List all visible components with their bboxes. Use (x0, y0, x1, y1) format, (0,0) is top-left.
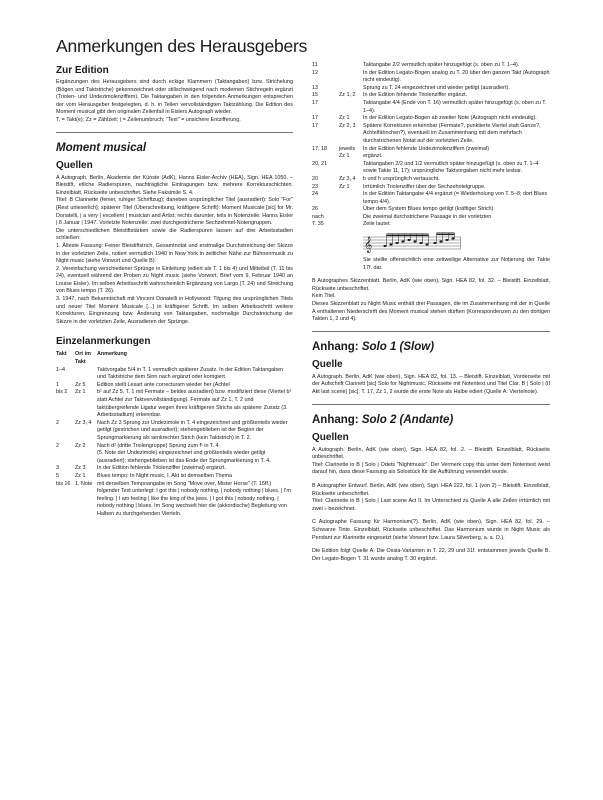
source-paragraph: 3. 1947, nach Bekanntschaft mit Vincent Donatelli in Hollywood: Tilgung des ursprünglichen Titels und neuer Titel Moment Musicale [...] in kräftigerer Schrift. Im selben Arbeitsschritt weitere Korrekturen, Eingrenzung bzw. Änderung von Taktangaben, nochmalige Durchstreichung der Skizze in der vorletzten Zeile, Ausradieren der Sprünge. (56, 296, 293, 325)
cell-ort: Zz 2, 3 (339, 122, 356, 129)
cell-ort: Zz 3, 4 (75, 419, 92, 426)
cell-ort (339, 70, 363, 85)
cell-ort: Zz 1 (339, 115, 350, 122)
cell-ort: 1. Note (75, 480, 93, 487)
cell-ort: Zz 3, 4 (339, 175, 356, 182)
cell-anmerkung: b¹ auf Zz 5, T. 1 mit Fermate – beides ausradiert) bzw. modifiziert diese (Viertel b¹ statt Achtel zur Taktvervollständigung). Fermate auf Zz 1, T. 2 und taktübergreifende Ligatur wegen ihres kräftigeren Strichs als späterer Zusatz (3. Arbeitsstadium) erkennbar. (97, 389, 292, 419)
solo2-source-paragraph: A Autograph. Berlin, AdK (wie oben), Sign. HEA 82, fol. 2. – Bleistift. Einzelblatt, Rückseite unbeschriftet. (312, 446, 550, 461)
section-heading-edition: Zur Edition (56, 65, 109, 76)
cell-takt: 23 (312, 183, 318, 190)
table-row (56, 382, 293, 390)
solo2-source-paragraph: Titel: Clarinette in B | Solo | Odets "Nightmusic". Der Vermerk copy this unter dem Notentext weist darauf hin, dass diese Fassung als Solostück für die Aufführung verwendet wurde. (312, 461, 550, 476)
cell-anmerkung: Nach d² (dritte Triolengruppe) Sprung zum f¹ in T. 4 (97, 442, 219, 449)
music-caption: Sie stellte offensichtlich eine zeitweilige Alternative zur Notierung der Takte 17f. dar. (363, 257, 550, 271)
cell-anmerkung: In der Edition Legato-Bogen analog zu T. 20 über den ganzen Takt (Autograph nicht eindeutig). (363, 69, 550, 84)
heading-prefix: Anhang: (312, 340, 362, 353)
cell-ort (339, 100, 363, 115)
source-paragraph: A Autograph. Berlin, Akademie der Künste (AdK), Hanns Eisler-Archiv (HEA), Sign. HEA 1050. – Bleistift, etliche Radierspuren, nachträgliche Eintragungen bzw. mehrere Korrekturschichten. Einzelblatt, Rückseite unbeschriftet. Siehe Faksimile S. 4. (56, 174, 293, 196)
divider (312, 331, 550, 332)
cell-ort (339, 214, 363, 222)
table-row (56, 473, 293, 481)
piece-heading-solo1 (312, 341, 550, 353)
heading-prefix: Anhang: (312, 413, 362, 426)
piece-heading-moment-musical: Moment musical (56, 141, 147, 154)
cell-takt: bis 2 (56, 389, 68, 396)
cell-ort (75, 450, 97, 465)
cell-takt: 13 (312, 84, 318, 91)
source-paragraph: Die unterschiedlichen Bleistiftstärken sowie die Radierspuren lassen auf drei Arbeitsstadien schließen: (56, 227, 293, 242)
svg-text:𝄞: 𝄞 (364, 237, 373, 254)
cell-takt (312, 153, 339, 161)
cell-ort (339, 62, 363, 70)
divider (56, 132, 293, 133)
table-row (56, 389, 293, 419)
solo2-source-paragraph: Die Edition folgt Quelle A. Die Ossia-Varianten in T. 22, 29 und 31f. entstammen jeweils Quelle B. Der Legato-Bogen T. 31 wurde analog T. 30 ergänzt. (312, 548, 550, 562)
heading-title: Solo 1 (Slow) (361, 340, 435, 353)
page-title: Anmerkungen des Herausgebers (56, 36, 308, 56)
solo2-source-paragraph: C Autographe Fassung für Harmonium(?). Berlin, AdK (wie oben), Sign. HEA 82, fol. 29. – Schwarze Tinte. Einzelblatt, Rückseite unbeschriftet. Das Harmonium wurde in Night Music als Pendant zur Klarinette eingesetzt (siehe Vorwort bzw. Laura Silverberg, a. a. O.). (312, 519, 550, 541)
table-row (56, 481, 293, 519)
cell-takt: 20, 21 (312, 160, 327, 167)
column-header: Ort im Takt (75, 351, 91, 366)
cell-takt: bis 16 (56, 480, 71, 487)
table-row (56, 465, 293, 473)
cell-anmerkung: Taktvorgabe 5/4 in T. 1 vermutlich späterer Zusatz. In der Edition Taktangaben und Taktstriche dem Sinn nach ergänzt oder korrigiert. (97, 366, 284, 381)
table-row (312, 115, 550, 123)
cell-anmerkung: Die zweimal durchstrichene Passage in der vorletzten (363, 213, 492, 220)
table-row (312, 206, 550, 214)
cell-takt: 1 (56, 381, 59, 388)
cell-anmerkung: Edition stellt Lesart ante correcturam wieder her (Achtel (97, 381, 230, 388)
table-row (312, 100, 550, 115)
cell-ort: Zz 2 (75, 442, 86, 449)
cell-anmerkung: Nach Zz 3 Sprung zur Undezimole in T. 4 eingezeichnet und größtenteils wieder getilgt (gestrichen und ausradiert); stehengeblieben ist der Beginn der Sprungmarkierung als senkrechter Strich (kein Taktstrich) in T. 2. (97, 419, 288, 441)
cell-anmerkung: Blues tempo: In Night music, I. Akt ist demselben Thema (97, 472, 233, 479)
cell-anmerkung: (5. Note der Undezimole) eingezeichnet und größtenteils wieder getilgt (ausradiert); stehengeblieben ist das Ende der Sprungmarkierung in T. 4. (97, 450, 271, 464)
divider (312, 404, 550, 405)
cell-ort: Zz 1 (339, 183, 350, 190)
cell-anmerkung: Taktangabe 4/4 (Ende von T. 16) vermutlich später hinzugefügt (s. oben zu T. 1–4). (363, 99, 547, 114)
cell-ort (339, 161, 363, 176)
einzelanmerkungen-heading: Einzelanmerkungen (56, 336, 151, 348)
cell-takt: nach (312, 213, 324, 220)
cell-ort: jeweils (339, 145, 356, 152)
cell-ort: Zz 1 (75, 472, 86, 479)
solo2-source-paragraph: B Autographer Entwurf. Berlin, AdK (wie oben), Sign. HEA 222, fol. 1 (von 2) – Bleistift. Einzelblatt, Rückseite unbeschriftet. (312, 482, 550, 497)
cell-anmerkung: Taktangaben 2/2 und 1/2 vermutlich später hinzugefügt (s. oben zu T. 1–4 sowie Takte 11, 17); ursprüngliche Taktvorgaben nicht mehr lesbar. (363, 160, 539, 175)
cell-takt: 26 (312, 206, 318, 213)
source-b-paragraph: B Autographes Skizzenblatt. Berlin, AdK (wie oben), Sign. HEA 82, fol. 32. – Bleistift. Einzelblatt, Rückseite unbeschriftet. (312, 278, 550, 292)
right-column (312, 62, 550, 563)
cell-takt: 3 (56, 465, 59, 472)
cell-takt: 17 (312, 115, 318, 122)
cell-anmerkung: mit derselben Tempoangabe im Song "Move over, Mister Horse" (T. 15ff.) folgender Text unterlegt: I got this | nobody nothing, | nobody nothing | blues. | I'm feeling. | I am feeling | like the king of the jews. | I got this | nobody nothing, | nobody nothing | blues. Im Song wechselt hier die (akkordische) Begleitung von Halben zu durchgehenden Vierteln. (97, 480, 291, 517)
cell-takt: 17 (312, 99, 318, 106)
cell-ort (75, 367, 97, 382)
table-row (312, 184, 550, 192)
source-paragraph: Titel: B Clarinette (feiner, ruhiger Schriftzug); daneben ursprünglicher Titel (ausradiert): Solo "For" [Rest unleserlich]; späterer Titel (Überschreibung, kräftigere Schrift): Moment Musicale [sic] for Mr. Donatelli, | a very | excellent | musician and Artist; rechts darunter, teils in Notenzeile: Hanns Eisler | 8 Januar | 1947. Vorletzte Notenzeile: zwei durchgestrichene Sechzehntel-Notengruppen. (56, 197, 293, 227)
notes-table (56, 351, 293, 518)
cell-anmerkung: Irrtümlich Triolenziffer über der Sechzehntelgruppe. (363, 183, 486, 190)
table-row (312, 146, 550, 154)
column-header: Anmerkung (97, 351, 127, 358)
cell-takt: 2 (56, 442, 59, 449)
table-row (312, 70, 550, 85)
left-column (56, 36, 308, 519)
cell-ort (339, 221, 363, 229)
cell-anmerkung: b und h ursprünglich vertauscht. (363, 175, 440, 182)
table-row (56, 443, 293, 451)
cell-takt (56, 450, 75, 465)
source-b-paragraph: Dieses Skizzenblatt zu Night Music enthält drei Passagen, die im Zusammenhang mit der in Quelle A enthaltenen Niederschrift des Moment musical stehen dürften (Korrespondenzen zu den dortigen Takten 1, 2 und 4). (312, 301, 550, 323)
table-header-row (56, 351, 293, 366)
source-paragraph: 2. Vereinfachung verschiedener Sprünge in Einleitung (ediert als T. 1 bis 4) und Mittelteil (T. 11 bis 24), eventuell während der Proben zu Night music (siehe Vorwort, Brief vom 9. Februar 1940 an Louise Eisler). Im selben Arbeitsschritt wahrscheinlich Ergänzung von Largo (T. 24) und Streichung von Blues tempo (T. 26). (56, 265, 293, 295)
cell-takt: 2 (56, 419, 59, 426)
music-excerpt (363, 231, 461, 255)
cell-ort (339, 85, 363, 93)
cell-takt: T. 35 (312, 221, 324, 228)
cell-ort (339, 191, 363, 206)
cell-takt: 12 (312, 69, 318, 76)
cell-takt: 17, 18 (312, 145, 327, 152)
table-row (312, 176, 550, 184)
music-staff (363, 231, 461, 255)
table-row (312, 161, 550, 176)
table-row (312, 85, 550, 93)
table-row (312, 153, 550, 161)
table-row (56, 450, 293, 465)
piece-heading-solo2 (312, 414, 550, 426)
quellen-heading: Quellen (312, 431, 349, 443)
edition-legend: T. = Takt(e); Zz = Zählzeit; | = Zeilenumbruch; "Text" = unsichere Entzifferung. (56, 116, 241, 123)
cell-anmerkung: Zeile lautet: (363, 221, 391, 228)
cell-takt: 20 (312, 175, 318, 182)
cell-anmerkung: In der Edition fehlende Triolenziffer ergänzt. (363, 92, 468, 99)
table-row (312, 92, 550, 100)
cell-takt: 24 (312, 191, 318, 198)
cell-anmerkung: Über dem System Blues tempo getilgt (kräftiger Strich). (363, 206, 495, 213)
cell-takt: 17 (312, 122, 318, 129)
edition-text: Ergänzungen des Herausgebers sind durch eckige Klammern (Taktangaben) bzw. Strichelung (Bögen und Taktstriche) gekennzeichnet oder stillschweigend nach modernen Stichregeln ergänzt (Triolen- und Undezimolenziffern). Die Taktangaben in den folgenden Anmerkungen entsprechen der vom Herausgeber festgelegten, d. h. in Teilen vervollständigten Taktzählung. Die Edition des Moment musical gibt den originalen Zeilenfall in Eislers Autograph wieder. (56, 79, 293, 116)
cell-ort: Zz 1 (75, 389, 86, 396)
cell-ort: Zz 3 (75, 465, 86, 472)
source-paragraph: 1. Älteste Fassung: Feiner Bleistiftstrich, Gesamtnotat und erstmalige Durchstreichung der Skizze in der vorletzten Zeile, notiert vermutlich 1940 in New York in zeitlicher Nähe zur Bühnenmusik zu Night music (siehe Vorwort und Quelle B). (56, 242, 293, 265)
solo2-source-paragraph: Titel: Clarinette in B | Solo | Last scene Act II. Im Unterschied zu Quelle A alle Zeilen irrtümlich mit zwei ♭ bezeichnet. (312, 498, 550, 512)
cell-ort: Zz 1, 2 (339, 92, 356, 99)
cell-anmerkung: ergänzt. (363, 153, 383, 160)
source-b-paragraph: Kein Titel. (312, 293, 336, 300)
table-row (312, 62, 550, 70)
table-row (56, 420, 293, 443)
cell-ort (339, 206, 363, 214)
table-row (312, 214, 550, 222)
solo1-source-text: A Autograph. Berlin, AdK (wie oben), Sign. HEA 82, fol. 13. – Bleistift. Einzelblatt, Vorderseite mit der Aufschrift Clarinett [sic] Solo for Nightmusic, Rückseite mit Notentext und Titel Clar. B | Solo | (II Akt last scene) [sic]. T. 17, Zz 1, 2 wurde die erste Note als Halbe ediert (Quelle A: Viertelnote). (312, 373, 550, 395)
cell-anmerkung: In der Edition Legato-Bogen ab zweiter Note (Autograph nicht eindeutig). (363, 115, 537, 122)
cell-anmerkung: Taktangabe 2/2 vermutlich später hinzugefügt (s. oben zu T. 1–4). (363, 62, 520, 68)
notes-table-continued (312, 62, 550, 229)
column-header: Takt (56, 351, 67, 358)
cell-takt: 15 (312, 92, 318, 99)
table-row (312, 221, 550, 229)
table-row (312, 191, 550, 206)
cell-takt: 11 (312, 62, 318, 68)
cell-takt: 1–4 (56, 366, 65, 373)
cell-anmerkung: In der Edition fehlende Undezimolenziffern (zweimal) (363, 145, 490, 152)
cell-anmerkung: In der Edition fehlende Triolenziffer (zweimal) ergänzt. (97, 465, 226, 472)
cell-ort: Zz 1 (339, 153, 350, 160)
table-row (56, 367, 293, 382)
cell-ort: Zz 5 (75, 381, 86, 388)
cell-anmerkung: Spätere Korrekturen erkennbar (Fermate?, punktierte Viertel statt Ganze?, Achtelfähnchen?), eventuell im Zusammenhang mit dem mehrfach durchstrichenen Notat auf der vorletzten Zeile. (363, 122, 541, 144)
quelle-heading: Quelle (312, 358, 343, 370)
cell-takt: 5 (56, 472, 59, 479)
heading-title: Solo 2 (Andante) (361, 413, 454, 426)
cell-anmerkung: In der Edition Taktangabe 4/4 ergänzt (= Wiederholung von T. 5–8; dort Blues tempo 4/4). (363, 191, 548, 205)
table-row (312, 123, 550, 146)
quellen-heading: Quellen (56, 159, 93, 171)
cell-anmerkung: Sprung zu T. 24 eingezeichnet und wieder getilgt (ausradiert). (363, 84, 510, 91)
